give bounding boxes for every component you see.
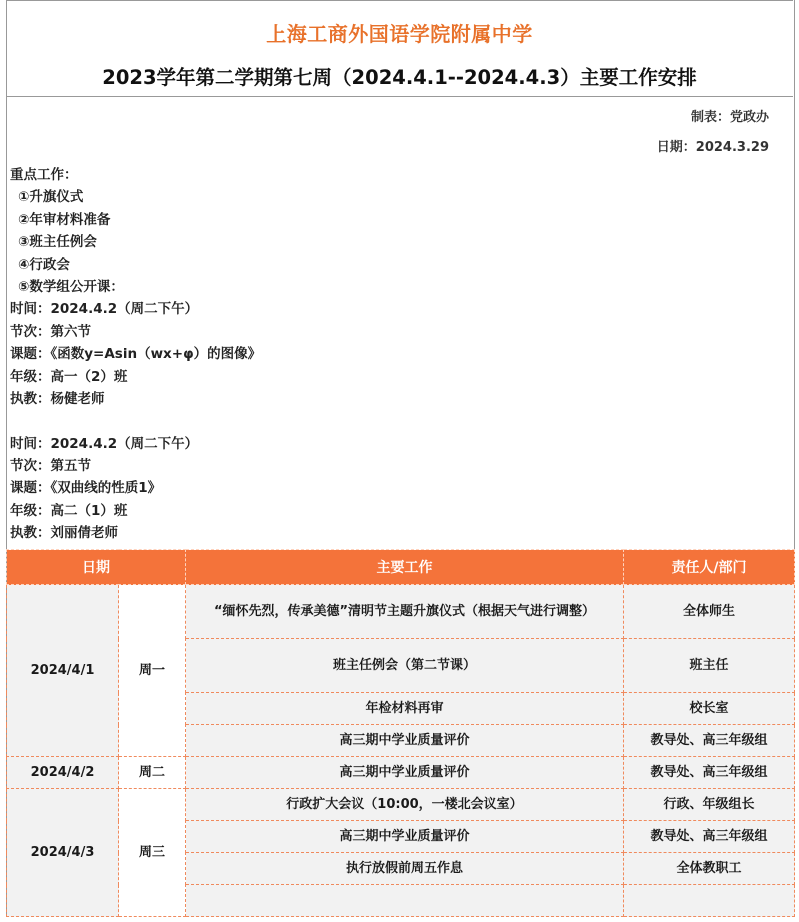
work-cell: 高三期中学业质量评价 <box>186 821 624 853</box>
key-work-notes <box>10 164 261 545</box>
title-divider <box>6 96 793 97</box>
maker-label: 制表：党政办 <box>690 110 769 125</box>
lesson-topic: 课题：《双曲线的性质1》 <box>10 480 162 497</box>
top-border <box>6 0 793 1</box>
work-cell: 执行放假前周五作息 <box>186 853 624 885</box>
owner-cell: 全体教职工 <box>624 853 795 885</box>
work-cell: 年检材料再审 <box>186 693 624 725</box>
table-row <box>7 757 795 789</box>
notes-item: ①升旗仪式 <box>18 189 84 206</box>
header-date: 日期 <box>7 550 186 585</box>
lesson-topic: 课题：《函数y=Asin（wx+φ）的图像》 <box>10 346 262 363</box>
lesson-time: 时间：2024.4.2（周二下午） <box>10 435 199 452</box>
page-title: 2023学年第二学期第七周（2024.4.1--2024.4.3）主要工作安排 <box>102 66 697 89</box>
table-row <box>7 585 795 639</box>
owner-cell: 教导处、高三年级组 <box>624 725 795 757</box>
notes-item: ②年审材料准备 <box>18 211 111 228</box>
school-name: 上海工商外国语学院附属中学 <box>266 22 533 46</box>
weekday-cell: 周三 <box>119 789 186 917</box>
header-owner: 责任人/部门 <box>624 550 795 585</box>
owner-cell: 校长室 <box>624 693 795 725</box>
table-header-row <box>7 550 795 585</box>
owner-cell: 教导处、高三年级组 <box>624 821 795 853</box>
owner-cell <box>624 885 795 917</box>
lesson-period: 节次：第六节 <box>10 323 91 340</box>
date-cell: 2024/4/3 <box>7 789 119 917</box>
notes-heading: 重点工作： <box>10 167 78 183</box>
schedule-table <box>6 549 795 917</box>
work-cell: 高三期中学业质量评价 <box>186 725 624 757</box>
lesson-teacher: 执教：杨健老师 <box>10 390 105 407</box>
notes-item: ③班主任例会 <box>18 234 97 251</box>
lesson-time: 时间：2024.4.2（周二下午） <box>10 301 199 318</box>
owner-cell: 行政、年级组长 <box>624 789 795 821</box>
lesson-grade: 年级：高二（1）班 <box>10 502 128 519</box>
lesson-grade: 年级：高一（2）班 <box>10 368 128 385</box>
owner-cell: 教导处、高三年级组 <box>624 757 795 789</box>
lesson-teacher: 执教：刘丽倩老师 <box>10 525 118 542</box>
weekday-cell: 周二 <box>119 757 186 789</box>
date-label: 日期：2024.3.29 <box>656 140 769 155</box>
owner-cell: 班主任 <box>624 639 795 693</box>
notes-item: ⑤数学组公开课： <box>18 278 124 295</box>
date-cell: 2024/4/1 <box>7 585 119 757</box>
work-cell: “缅怀先烈，传承美德”清明节主题升旗仪式（根据天气进行调整） <box>186 585 624 639</box>
weekday-cell: 周一 <box>119 585 186 757</box>
date-cell: 2024/4/2 <box>7 757 119 789</box>
table-row <box>7 789 795 821</box>
work-cell <box>186 885 624 917</box>
owner-cell: 全体师生 <box>624 585 795 639</box>
spacer <box>10 410 261 432</box>
lesson-period: 节次：第五节 <box>10 458 91 475</box>
work-cell: 高三期中学业质量评价 <box>186 757 624 789</box>
notes-item: ④行政会 <box>18 256 70 273</box>
header-work: 主要工作 <box>186 550 624 585</box>
work-cell: 班主任例会（第二节课） <box>186 639 624 693</box>
work-cell: 行政扩大会议（10:00，一楼北会议室） <box>186 789 624 821</box>
